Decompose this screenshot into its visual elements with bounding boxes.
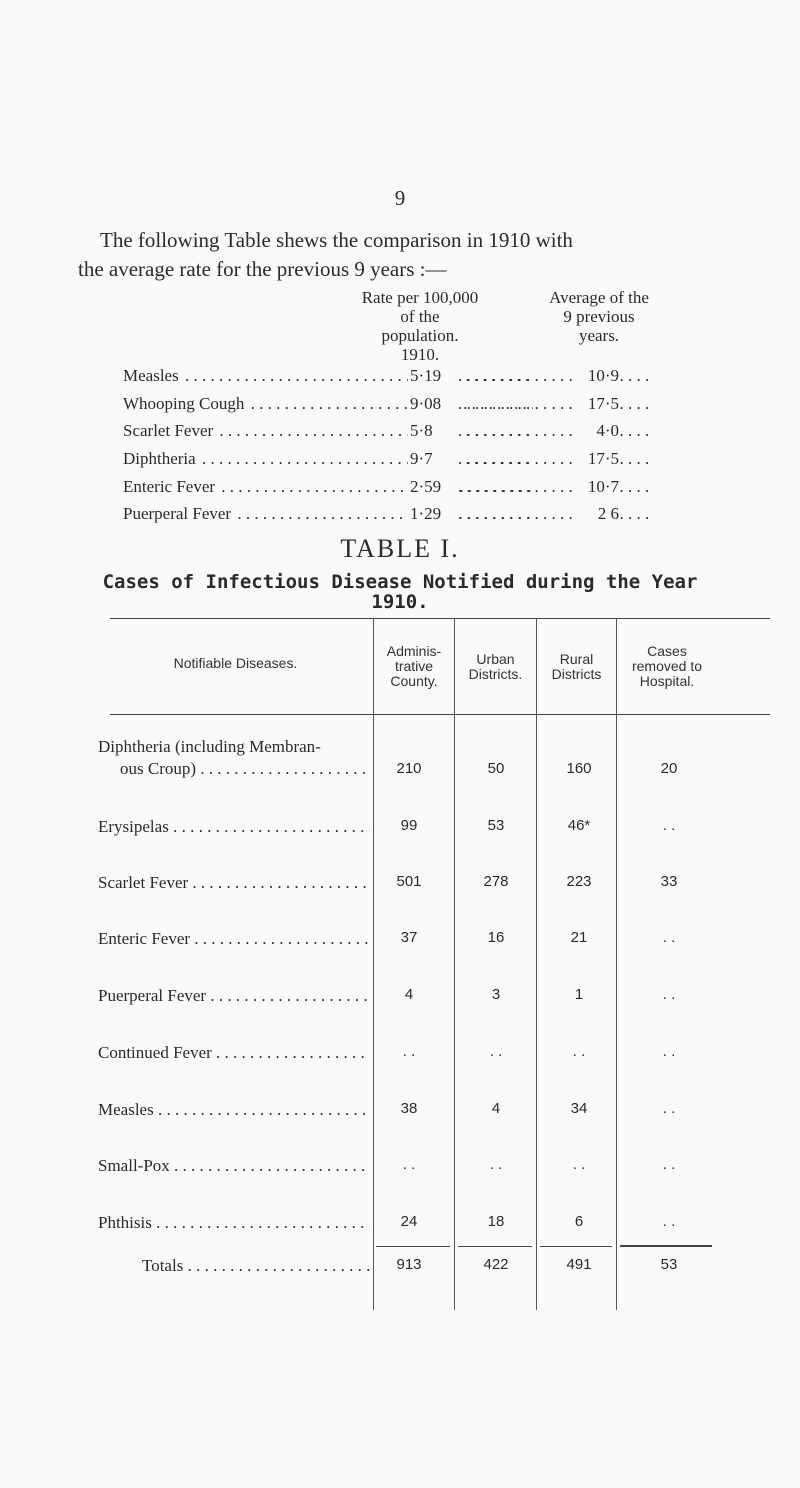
table-top-rule (110, 618, 770, 619)
urban-value: 3 (491, 986, 501, 1003)
urban-value: 278 (483, 873, 509, 890)
rural-value: . . (572, 1156, 586, 1173)
comparison-row (123, 449, 643, 471)
column-divider (536, 618, 537, 1310)
column-divider (373, 618, 374, 1310)
disease-name: Scarlet Fever (98, 873, 189, 892)
disease-name: Phthisis (98, 1213, 152, 1232)
comparison-average: 10·7 (575, 477, 619, 497)
comparison-rate: 9·7 (408, 449, 460, 469)
admin-value: . . (402, 1156, 416, 1173)
header-admin (374, 644, 454, 689)
header-rule (110, 714, 770, 715)
disease-name: Measles (98, 1100, 154, 1119)
disease-name (98, 736, 370, 780)
hospital-value: 33 (660, 873, 678, 890)
comparison-row (123, 421, 643, 443)
table-subtitle-line-2: 1910. (371, 591, 429, 613)
comparison-rate: 5·8 (408, 421, 460, 441)
comparison-rate: 9·08 (408, 394, 460, 414)
intro-line-1: The following Table shews the comparison in 1910 with (100, 228, 573, 252)
header-text: Urban (476, 651, 515, 667)
disease-name: Puerperal Fever (98, 986, 207, 1005)
admin-value: 210 (396, 760, 422, 777)
rural-value: 6 (574, 1213, 584, 1230)
urban-total: 422 (483, 1256, 509, 1273)
table-title: TABLE I. (340, 534, 460, 563)
rural-value: 34 (570, 1100, 588, 1117)
disease-name: Continued Fever (98, 1043, 212, 1062)
rural-value: . . (572, 1043, 586, 1060)
disease-name: Erysipelas (98, 817, 169, 836)
page-number: 9 (394, 186, 406, 210)
intro-line-2: the average rate for the previous 9 years :— (78, 257, 447, 281)
notifications-table (98, 618, 770, 1488)
header-text: Rural (559, 651, 594, 667)
rural-value: 46* (567, 817, 591, 834)
totals-label: Totals (98, 1256, 183, 1275)
urban-value: 4 (491, 1100, 501, 1117)
hospital-value: . . (662, 1043, 676, 1060)
header-text: trative (394, 658, 434, 674)
comparison-disease: Diphtheria (123, 449, 196, 468)
column-divider (454, 618, 455, 1310)
admin-value: 24 (400, 1213, 418, 1230)
urban-value: . . (489, 1156, 503, 1173)
admin-total: 913 (396, 1256, 422, 1273)
admin-value: 38 (400, 1100, 418, 1117)
comparison-disease: Puerperal Fever (123, 504, 232, 523)
hospital-value: . . (662, 817, 676, 834)
rate-header-line: of the (400, 307, 440, 326)
header-rural (537, 652, 616, 682)
total-rule (376, 1246, 450, 1247)
rural-value: 21 (570, 929, 588, 946)
comparison-row (123, 394, 643, 416)
comparison-rate: 5·19 (408, 366, 460, 386)
comparison-row (123, 504, 643, 526)
column-divider (616, 618, 617, 1310)
comparison-rate: 2·59 (408, 477, 460, 497)
rate-header-line: Rate per 100,000 (361, 288, 479, 307)
comparison-row (123, 477, 643, 499)
comparison-disease: Whooping Cough (123, 394, 245, 413)
urban-value: 16 (487, 929, 505, 946)
header-text: Notifiable Diseases. (173, 655, 298, 671)
total-rule (540, 1246, 612, 1247)
header-hospital (617, 644, 717, 689)
comparison-average: 10·9 (575, 366, 619, 386)
rural-total: 491 (566, 1256, 592, 1273)
disease-name: Small-Pox (98, 1156, 170, 1175)
header-text: Districts (551, 666, 602, 682)
rural-value: 160 (566, 760, 592, 777)
admin-value: 37 (400, 929, 418, 946)
header-text: removed to (631, 658, 703, 674)
comparison-average: 4·0 (575, 421, 619, 441)
rural-value: 1 (574, 986, 584, 1003)
header-text: Hospital. (639, 673, 695, 689)
hospital-total: 53 (660, 1256, 678, 1273)
hospital-value: . . (662, 1156, 676, 1173)
header-urban (455, 652, 536, 682)
comparison-disease: Measles (123, 366, 179, 385)
rate-header-line: 1910. (400, 345, 440, 364)
comparison-average: 2 6 (575, 504, 619, 524)
comparison-disease: Enteric Fever (123, 477, 216, 496)
table-subtitle (40, 572, 760, 612)
header-diseases (98, 656, 373, 671)
comparison-rate: 1·29 (408, 504, 460, 524)
header-text: Adminis- (386, 643, 442, 659)
rural-value: 223 (566, 873, 592, 890)
comparison-rate-header (330, 288, 510, 364)
urban-value: 53 (487, 817, 505, 834)
urban-value: 50 (487, 760, 505, 777)
urban-value: 18 (487, 1213, 505, 1230)
average-header-line: years. (578, 326, 620, 345)
average-header-line: 9 previous (563, 307, 635, 326)
total-rule (620, 1245, 712, 1247)
admin-value: 4 (404, 986, 414, 1003)
header-text: County. (390, 673, 438, 689)
admin-value: . . (402, 1043, 416, 1060)
hospital-value: 20 (660, 760, 678, 777)
comparison-average-header (524, 288, 674, 345)
total-rule (458, 1246, 532, 1247)
disease-name-line-1: Diphtheria (including Membran- (98, 737, 321, 756)
header-text: Districts. (468, 666, 523, 682)
admin-value: 99 (400, 817, 418, 834)
table-row (98, 736, 770, 786)
hospital-value: . . (662, 986, 676, 1003)
urban-value: . . (489, 1043, 503, 1060)
hospital-value: . . (662, 929, 676, 946)
admin-value: 501 (396, 873, 422, 890)
hospital-value: . . (662, 1100, 676, 1117)
average-header-line: Average of the (549, 288, 649, 307)
intro-paragraph (78, 226, 780, 284)
comparison-row (123, 366, 643, 388)
rate-header-line: population. (381, 326, 459, 345)
disease-name-line-2: ous Croup) (120, 759, 197, 778)
comparison-disease: Scarlet Fever (123, 421, 214, 440)
table-subtitle-line-1: Cases of Infectious Disease Notified during the Year (102, 571, 698, 593)
comparison-average: 17·5 (575, 394, 619, 414)
header-text: Cases (647, 643, 687, 659)
comparison-average: 17·5 (575, 449, 619, 469)
disease-name: Enteric Fever (98, 929, 191, 948)
hospital-value: . . (662, 1213, 676, 1230)
